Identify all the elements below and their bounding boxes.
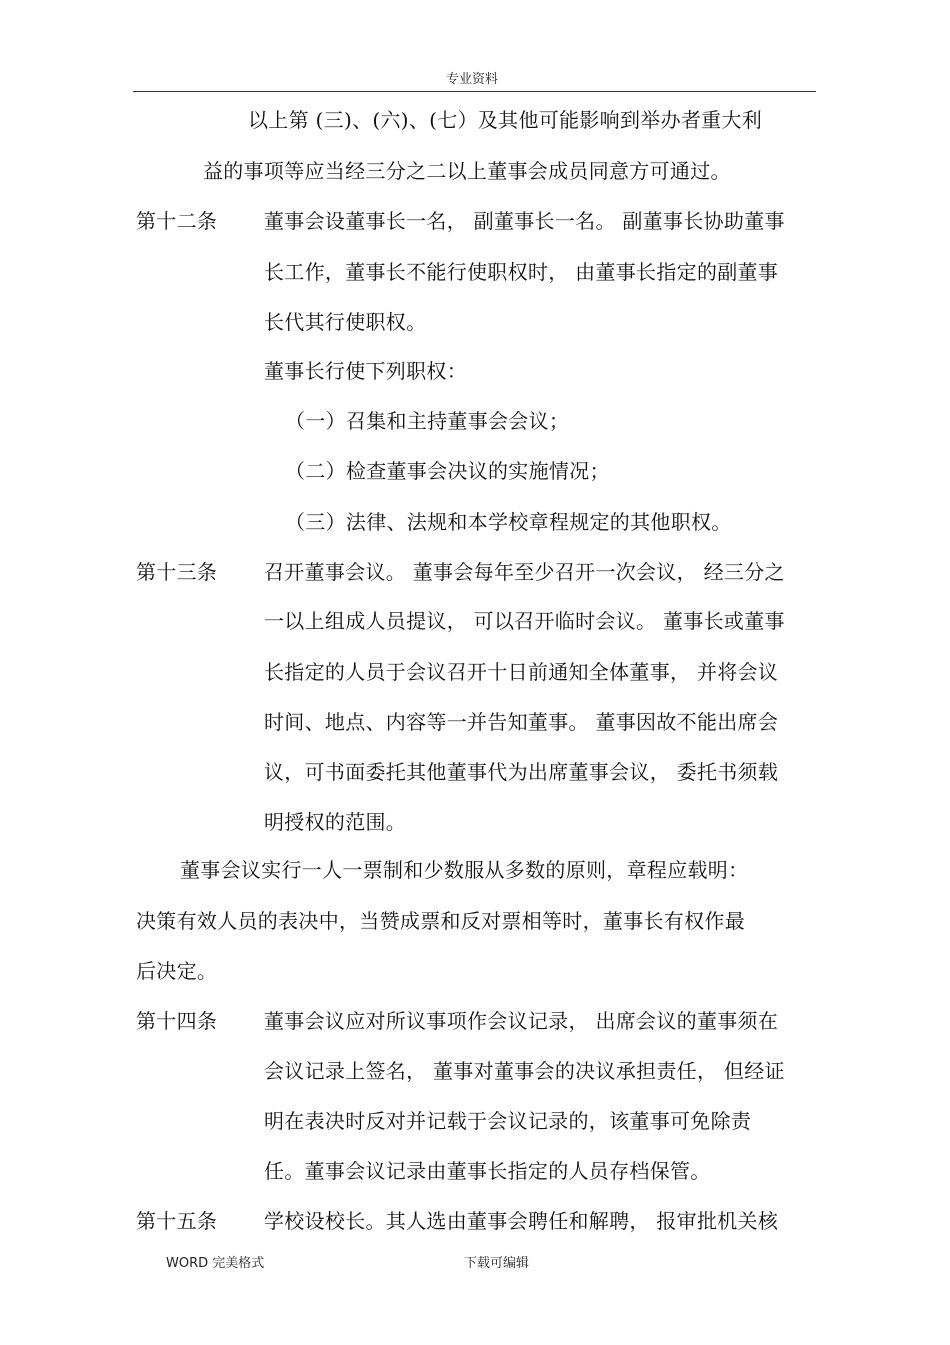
text-line: 召开董事会议。 董事会每年至少召开一次会议， 经三分之 (264, 560, 785, 584)
header-text: 专业资料 (446, 72, 499, 87)
list-item: （一）召集和主持董事会会议； (285, 409, 570, 433)
article-label: 第十四条 (136, 1009, 218, 1033)
text-line: 益的事项等应当经三分之二以上董事会成员同意方可通过。 (203, 159, 731, 183)
text-line: 长代其行使职权。 (264, 310, 427, 334)
footer-center: 下载可编辑 (464, 1256, 530, 1271)
text-line: 明在表决时反对并记载于会议记录的，该董事可免除责 (264, 1109, 752, 1133)
text-line: 任。董事会议记录由董事长指定的人员存档保管。 (264, 1159, 711, 1183)
article-label: 第十五条 (136, 1209, 218, 1233)
text-line: 长工作，董事长不能行使职权时， 由董事长指定的副董事 (264, 260, 779, 284)
text-line: 董事会议应对所议事项作会议记录， 出席会议的董事须在 (264, 1009, 779, 1033)
article-label: 第十二条 (136, 209, 218, 233)
text-line: 时间、地点、内容等一并告知董事。 董事因故不能出席会 (264, 710, 779, 734)
text-line: 一以上组成人员提议， 可以召开临时会议。 董事长或董事 (264, 609, 785, 633)
text-line: 议，可书面委托其他董事代为出席董事会议， 委托书须载 (264, 760, 779, 784)
footer-left: WORD 完美格式 (166, 1256, 265, 1271)
article-label: 第十三条 (136, 560, 218, 584)
list-item: （三）法律、法规和本学校章程规定的其他职权。 (285, 510, 732, 534)
text-line: 决策有效人员的表决中，当赞成票和反对票相等时，董事长有权作最 (136, 909, 745, 933)
header-rule (133, 91, 816, 92)
list-item: （二）检查董事会决议的实施情况； (285, 459, 610, 483)
text-line: 明授权的范围。 (264, 810, 407, 834)
text-line: 会议记录上签名， 董事对董事会的决议承担责任， 但经证 (264, 1059, 785, 1083)
text-line: 董事会议实行一人一票制和少数服从多数的原则，章程应载明： (180, 858, 749, 882)
text-line: 学校设校长。其人选由董事会聘任和解聘， 报审批机关核 (264, 1209, 779, 1233)
text-line: 长指定的人员于会议召开十日前通知全体董事， 并将会议 (264, 660, 779, 684)
text-line: 董事长行使下列职权： (264, 359, 467, 383)
text-line: 后决定。 (136, 959, 218, 983)
text-line: 以上第 (三)、(六)、(七）及其他可能影响到举办者重大利 (248, 108, 763, 132)
text-line: 董事会设董事长一名， 副董事长一名。 副董事长协助董事 (264, 209, 785, 233)
